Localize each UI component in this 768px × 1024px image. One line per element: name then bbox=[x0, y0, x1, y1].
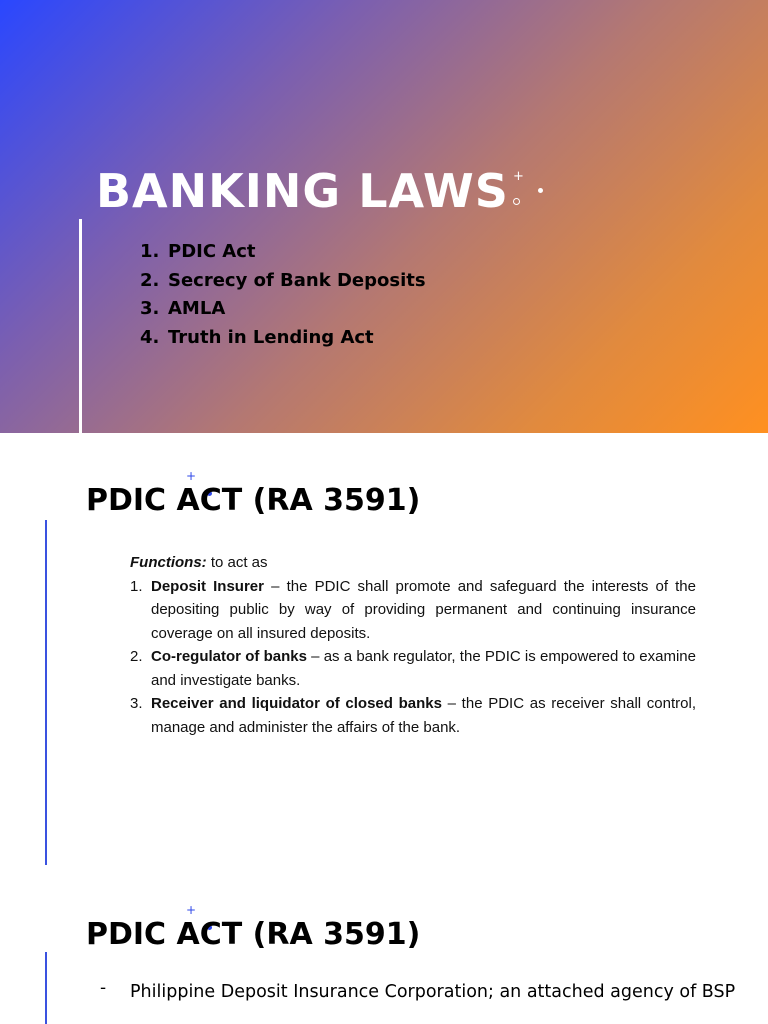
slide-title: BANKING LAWS bbox=[96, 164, 509, 218]
circle-decoration-icon bbox=[513, 198, 520, 205]
slide-pdic-overview bbox=[0, 865, 768, 1024]
list-item: 1. PDIC Act bbox=[140, 241, 256, 262]
functions-intro: Functions: to act as bbox=[130, 554, 268, 571]
list-item: 2. Secrecy of Bank Deposits bbox=[140, 269, 426, 291]
slide-banking-laws bbox=[0, 0, 768, 433]
bullet-text: Philippine Deposit Insurance Corporation; an attached agency of BSP bbox=[130, 982, 736, 1002]
accent-bar bbox=[45, 952, 47, 1024]
list-item: 2. Co-regulator of banks – as a bank regulator, the PDIC is empowered to examine and investigate banks. bbox=[130, 648, 696, 689]
list-item: 1. Deposit Insurer – the PDIC shall promote and safeguard the interests of the depositing public by way of providing permanent and continuing insurance coverage on all insured deposits. bbox=[130, 577, 696, 642]
banking-laws-list bbox=[140, 238, 426, 353]
functions-list bbox=[130, 575, 696, 740]
functions-image-text bbox=[130, 551, 696, 739]
list-item: 4. Truth in Lending Act bbox=[140, 327, 374, 349]
accent-bar bbox=[45, 520, 47, 865]
slide-title: PDIC ACT (RA 3591) bbox=[86, 917, 421, 952]
plus-decoration-icon: + bbox=[513, 169, 524, 184]
title-divider-line bbox=[79, 219, 82, 433]
dot-decoration-icon bbox=[538, 188, 543, 193]
plus-decoration-icon: + bbox=[186, 903, 197, 917]
slide-title: PDIC ACT (RA 3591) bbox=[86, 483, 421, 518]
slide-pdic-functions bbox=[0, 433, 768, 865]
bullet-marker: - bbox=[100, 978, 107, 998]
list-item: 3. AMLA bbox=[140, 298, 226, 320]
plus-decoration-icon: + bbox=[186, 469, 197, 483]
list-item: 3. Receiver and liquidator of closed banks – the PDIC as receiver shall control, manage and administer the affairs of the bank. bbox=[130, 695, 697, 736]
